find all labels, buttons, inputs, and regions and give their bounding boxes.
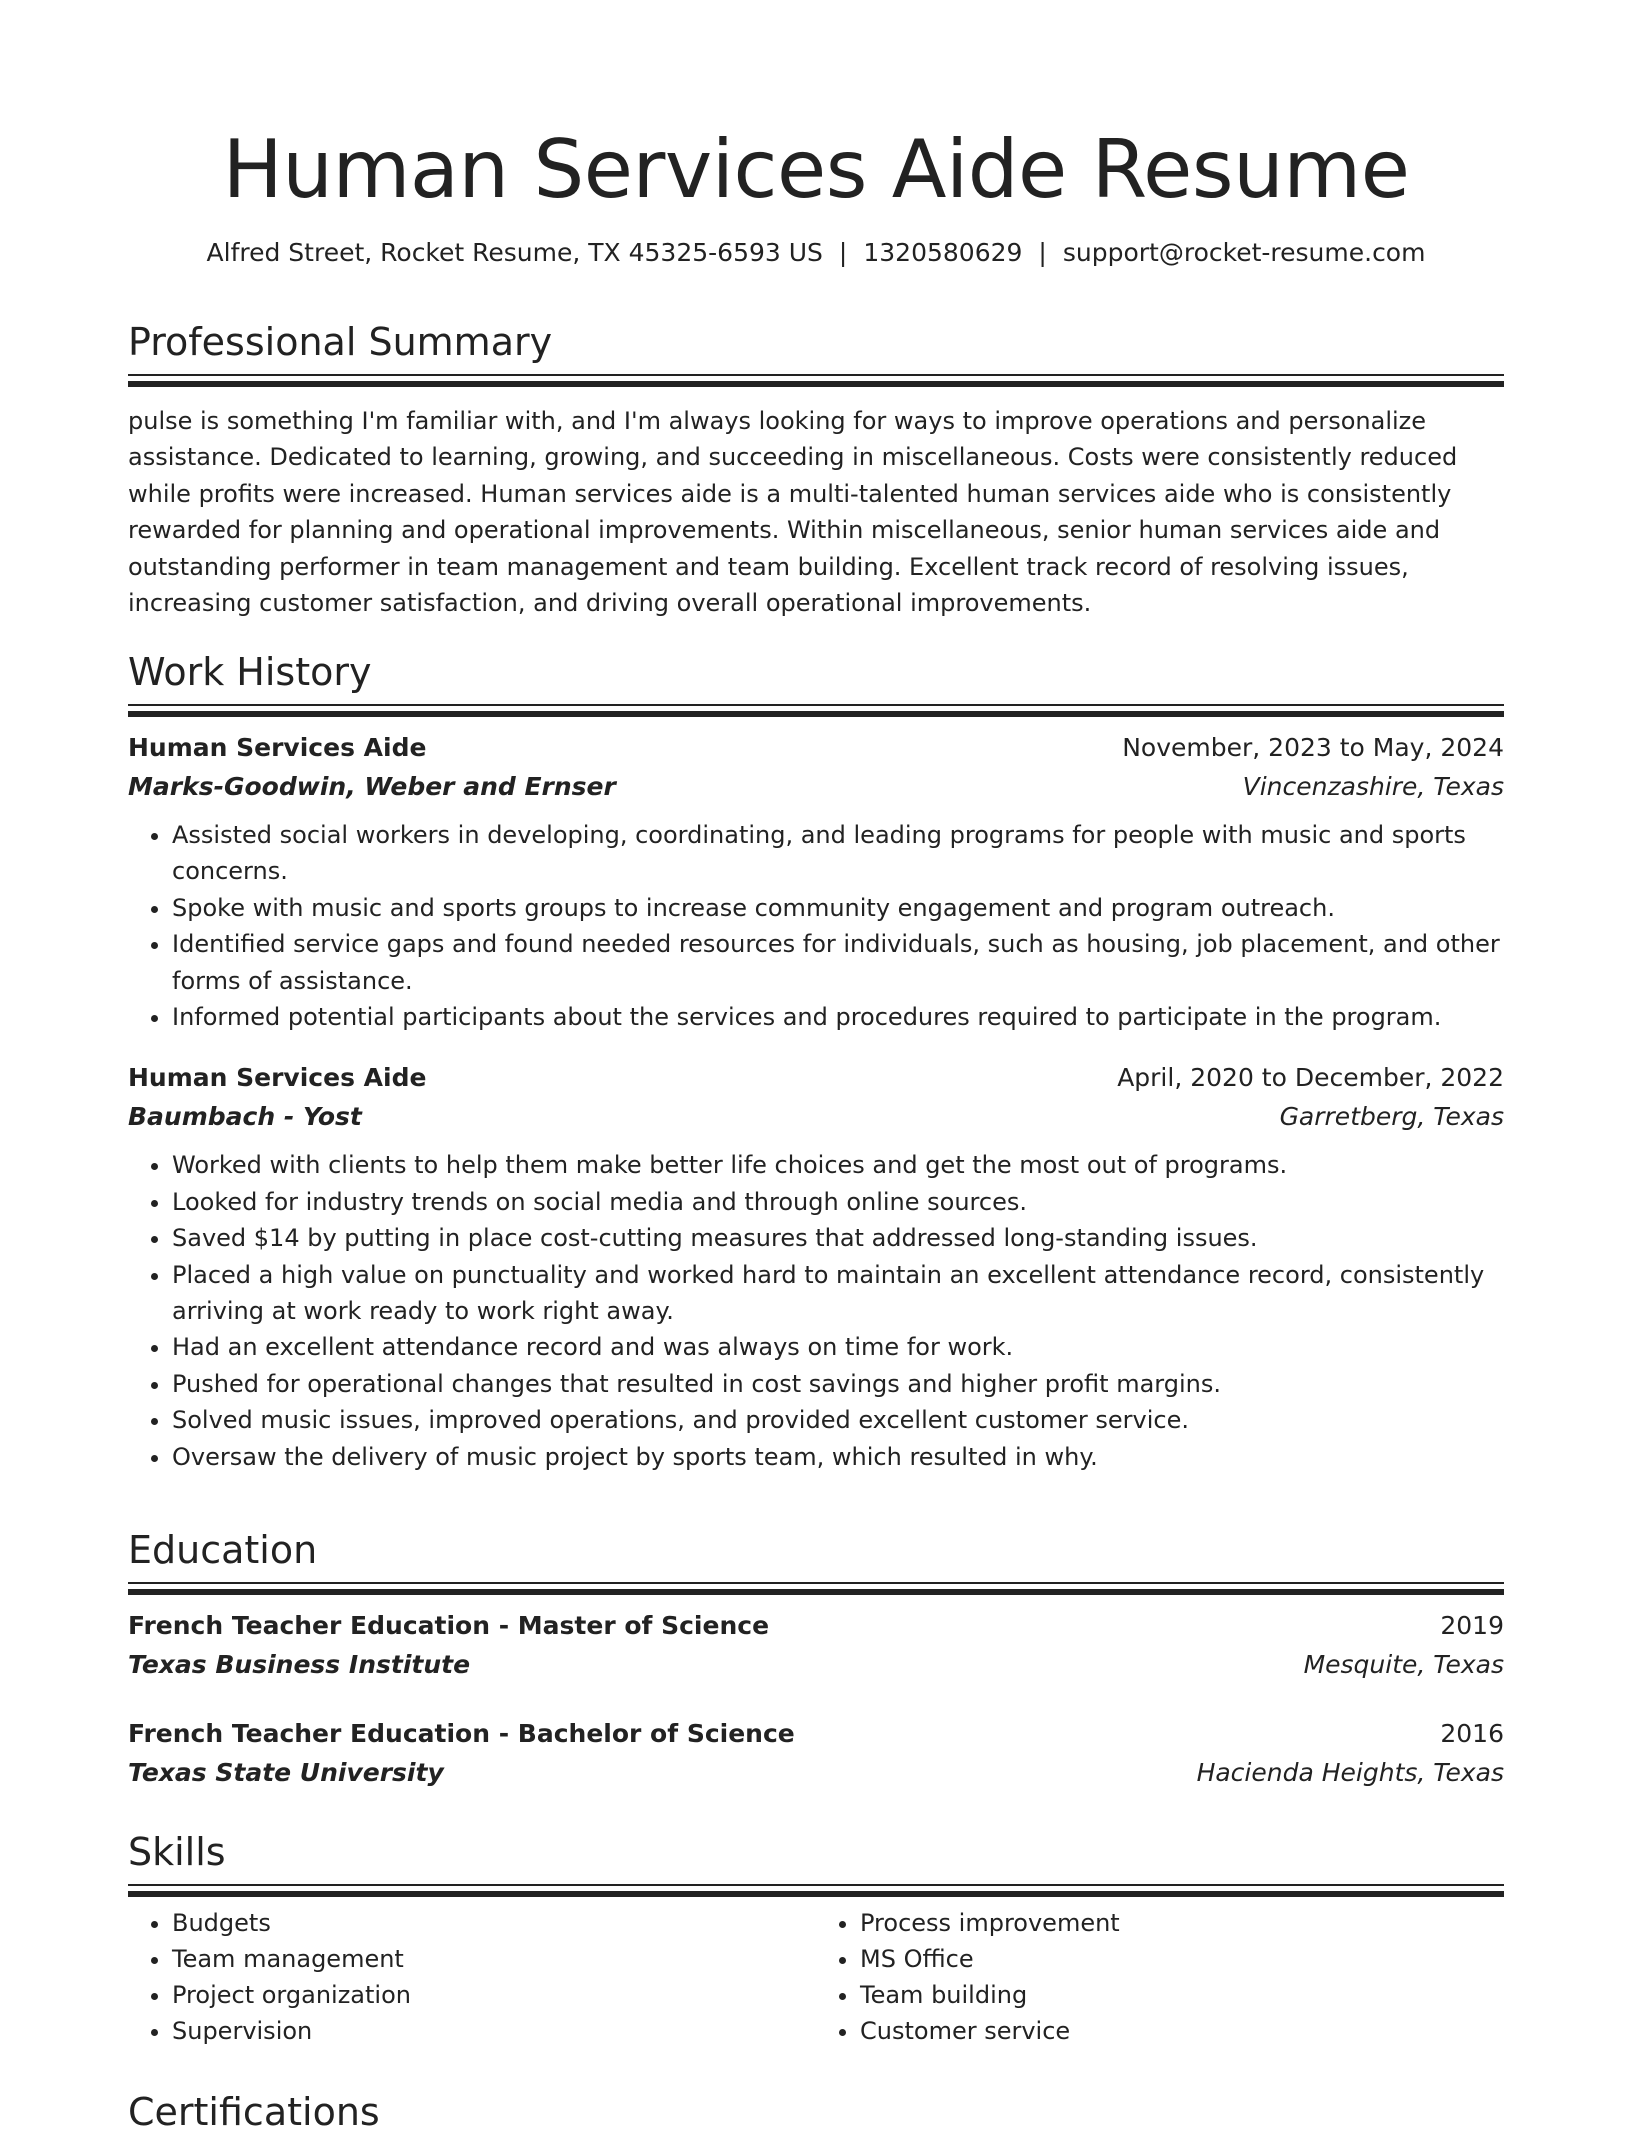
skill-item: • Customer service <box>860 2013 1504 2049</box>
contact-address: Alfred Street, Rocket Resume, TX 45325-6593 US <box>206 238 823 267</box>
skill-item: • Project organization <box>172 1977 816 2013</box>
section-rule <box>128 704 1504 717</box>
degree-title: French Teacher Education - Master of Science <box>128 1611 770 1640</box>
contact-phone: 1320580629 <box>863 238 1023 267</box>
list-item: • Pushed for operational changes that resulted in cost savings and higher profit margins. <box>172 1366 1504 1402</box>
section-rule <box>128 1884 1504 1897</box>
skill-item: • Process improvement <box>860 1905 1504 1941</box>
job-entry <box>128 729 1504 1035</box>
job-entry <box>128 1059 1504 1475</box>
list-item: • Assisted social workers in developing, coordinating, and leading programs for people with music and sports concerns. <box>172 817 1504 890</box>
list-item: • Informed potential participants about the services and procedures required to participate in the program. <box>172 999 1504 1035</box>
school-name: Texas Business Institute <box>128 1650 471 1679</box>
summary-section <box>128 318 1504 621</box>
skill-item: • Team building <box>860 1977 1504 2013</box>
skills-heading: Skills <box>128 1830 226 1874</box>
summary-heading: Professional Summary <box>128 320 553 364</box>
education-heading: Education <box>128 1528 318 1572</box>
education-entry <box>128 1715 1504 1793</box>
school-location: Hacienda Heights, Texas <box>1196 1758 1504 1787</box>
job-location: Vincenzashire, Texas <box>1242 772 1504 801</box>
list-item: • Oversaw the delivery of music project by sports team, which resulted in why. <box>172 1439 1504 1475</box>
list-item: • Worked with clients to help them make better life choices and get the most out of programs. <box>172 1147 1504 1183</box>
skill-item: • Team management <box>172 1941 816 1977</box>
skills-section <box>128 1828 1504 2049</box>
degree-year: 2019 <box>1440 1611 1504 1640</box>
contact-separator: | <box>838 238 848 267</box>
education-section <box>128 1526 1504 1793</box>
summary-text: pulse is something I'm familiar with, and I'm always looking for ways to improve operations and personalize assistance. Dedicated to learning, growing, and succeeding in miscellaneous. Costs were consistently reduced while profits were increased. Human services aide is a multi-talented human services aide who is consistently rewarded for planning and operational improvements. Within miscellaneous, senior human services aide and outstanding performer in team management and team building. Excellent track record of resolving issues, increasing customer satisfaction, and driving overall operational improvements. <box>128 407 1458 618</box>
skill-item: • Budgets <box>172 1905 816 1941</box>
job-title: Human Services Aide <box>128 1063 427 1093</box>
skill-item: • Supervision <box>172 2013 816 2049</box>
job-bullets <box>128 817 1504 1035</box>
list-item: • Spoke with music and sports groups to increase community engagement and program outreach. <box>172 890 1504 926</box>
job-bullets <box>128 1147 1504 1475</box>
job-location: Garretberg, Texas <box>1279 1102 1504 1132</box>
contact-line <box>128 236 1504 270</box>
skills-list <box>128 1905 1504 2049</box>
list-item: • Placed a high value on punctuality and worked hard to maintain an excellent attendance record, consistently arriving at work ready to work right away. <box>172 1257 1504 1330</box>
degree-title: French Teacher Education - Bachelor of Science <box>128 1719 795 1748</box>
skill-item: • MS Office <box>860 1941 1504 1977</box>
list-item: • Identified service gaps and found needed resources for individuals, such as housing, job placement, and other forms of assistance. <box>172 926 1504 999</box>
work-history-heading: Work History <box>128 650 372 694</box>
job-title: Human Services Aide <box>128 733 427 762</box>
section-rule <box>128 374 1504 387</box>
education-entry <box>128 1607 1504 1685</box>
list-item: • Solved music issues, improved operations, and provided excellent customer service. <box>172 1402 1504 1438</box>
school-name: Texas State University <box>128 1758 444 1787</box>
job-dates: April, 2020 to December, 2022 <box>1117 1063 1504 1093</box>
school-location: Mesquite, Texas <box>1303 1650 1504 1679</box>
contact-email[interactable]: support@rocket-resume.com <box>1062 238 1426 267</box>
job-company: Marks-Goodwin, Weber and Ernser <box>128 772 616 801</box>
job-dates: November, 2023 to May, 2024 <box>1122 733 1504 762</box>
contact-separator: | <box>1038 238 1047 267</box>
list-item: • Looked for industry trends on social media and through online sources. <box>172 1184 1504 1220</box>
list-item: • Had an excellent attendance record and was always on time for work. <box>172 1329 1504 1365</box>
work-history-section <box>128 648 1504 1475</box>
list-item: • Saved $14 by putting in place cost-cutting measures that addressed long-standing issues. <box>172 1220 1504 1256</box>
certifications-section <box>128 2088 1504 2136</box>
page-title: Human Services Aide Resume <box>222 123 1410 216</box>
job-company: Baumbach - Yost <box>128 1102 362 1132</box>
degree-year: 2016 <box>1440 1719 1504 1748</box>
section-rule <box>128 1582 1504 1595</box>
certifications-heading: Certifications <box>128 2090 380 2134</box>
